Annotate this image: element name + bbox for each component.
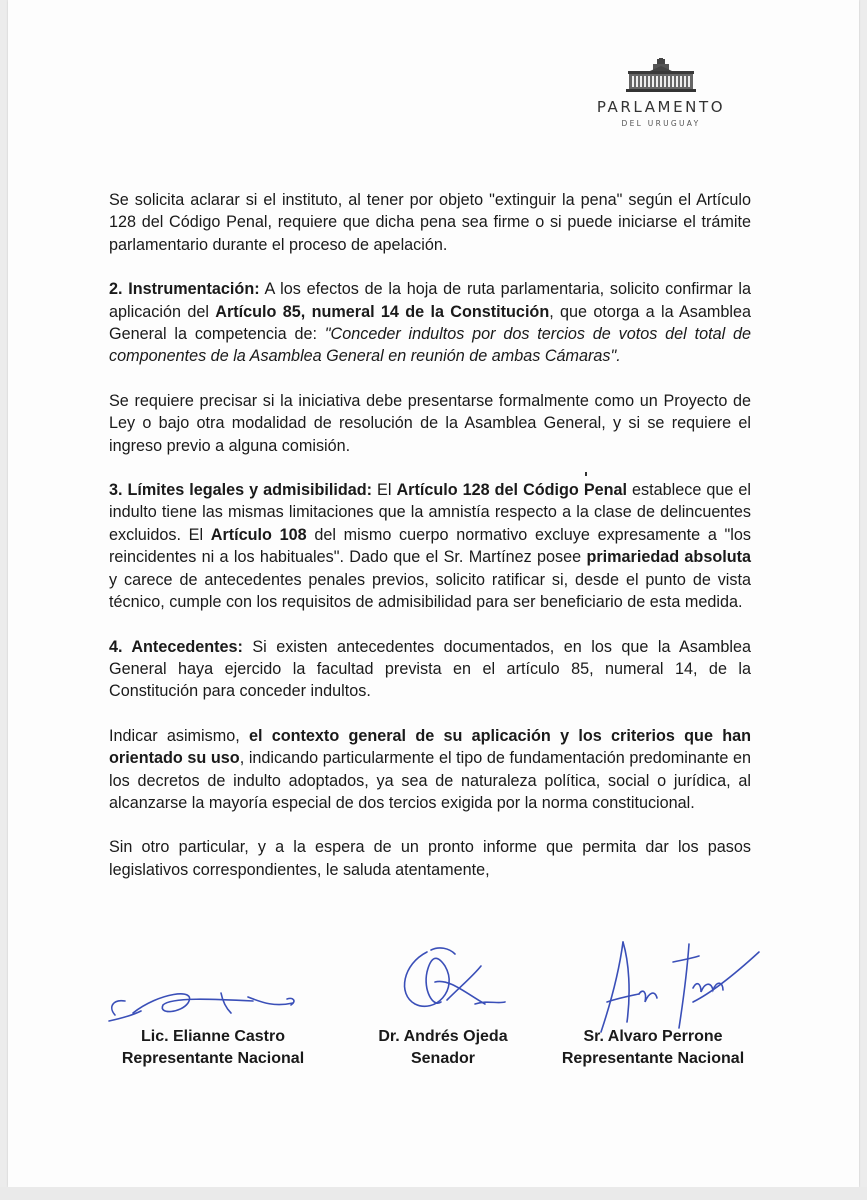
- signatory-name: Sr. Alvaro Perrone: [583, 1028, 723, 1045]
- parlamento-logo: [586, 58, 736, 128]
- signature-ojeda: [391, 942, 511, 1024]
- logo-title: PARLAMENTO: [596, 98, 726, 116]
- signatory-perrone: [548, 1026, 758, 1070]
- paragraph-limites: 3. Límites legales y admisibilidad: El Artículo 128 del Código Penal establece que el indulto tiene las mismas limitaciones que la amnistía respecto a la clase de delincuentes excluidos. El Artículo 108 del mismo cuerpo normativo excluye expresamente a "los reincidentes ni a los habituales". Dado que el Sr. Martínez posee primariedad absoluta y carece de antecedentes penales previos, solicito ratificar si, desde el punto de vista técnico, cumple con los requisitos de admisibilidad para ser beneficiario de esta medida.: [109, 481, 752, 612]
- paragraph-1: Se solicita aclarar si el instituto, al tener por objeto "extinguir la pena" según el Artículo 128 del Código Penal, requiere que dicha pena sea firme o si puede iniciarse el trámite parlamentario durante el proceso de apelación.: [109, 191, 751, 254]
- legislative-palace-icon: [626, 58, 696, 92]
- constitution-quote: "Conceder indultos por dos tercios de votos del total de componentes de la Asamblea General en reunión de ambas Cámaras".: [109, 325, 752, 366]
- signatory-role: Senador: [410, 1050, 475, 1067]
- signatory-ojeda: [358, 1026, 528, 1070]
- document-page: [8, 0, 859, 1187]
- heading-limites: 3. Límites legales y admisibilidad:: [109, 481, 372, 500]
- signatory-name: Lic. Elianne Castro: [140, 1028, 286, 1045]
- heading-instrumentacion: 2. Instrumentación:: [109, 280, 260, 299]
- paragraph-antecedentes: 4. Antecedentes: Si existen antecedentes documentados, en los que la Asamblea General haya ejercido la facultad prevista en el artículo 85, numeral 14, de la Constitución para conceder indultos.: [109, 637, 751, 701]
- bottom-bar: [0, 1187, 867, 1200]
- signature-castro: [103, 985, 303, 1025]
- paragraph-3: Se requiere precisar si la iniciativa debe presentarse formalmente como un Proyecto de Ley o bajo otra modalidad de resolución de la Asamblea General, y si se requiere el ingreso previo a alguna comisión.: [109, 391, 751, 455]
- signatory-name: Dr. Andrés Ojeda: [378, 1028, 508, 1045]
- signatory-role: Representante Nacional: [121, 1050, 305, 1067]
- letter-body: [109, 189, 751, 903]
- paragraph-instrumentacion: 2. Instrumentación: A los efectos de la hoja de ruta parlamentaria, solicito confirmar la aplicación del Artículo 85, numeral 14 de la Constitución, que otorga a la Asamblea General la competencia de: "Conceder indultos por dos tercios de votos del total de componentes de la Asamblea General en reunión de ambas Cámaras".: [109, 280, 752, 366]
- logo-subtitle: DEL URUGUAY: [621, 119, 701, 128]
- stray-mark: [585, 472, 587, 476]
- heading-antecedentes: 4. Antecedentes:: [109, 637, 243, 656]
- paragraph-closing: Sin otro particular, y a la espera de un pronto informe que permita dar los pasos legislativos correspondientes, le saluda atentamente,: [109, 838, 751, 879]
- signatory-role: Representante Nacional: [561, 1050, 745, 1067]
- signatory-castro: [108, 1026, 318, 1070]
- paragraph-6: Indicar asimismo, el contexto general de su aplicación y los criterios que han orientado su uso, indicando particularmente el tipo de fundamentación predominante en los decretos de indulto adoptados, ya sea de naturaleza política, social o jurídica, al alcanzarse la mayoría especial de dos tercios exigida por la norma constitucional.: [109, 726, 751, 812]
